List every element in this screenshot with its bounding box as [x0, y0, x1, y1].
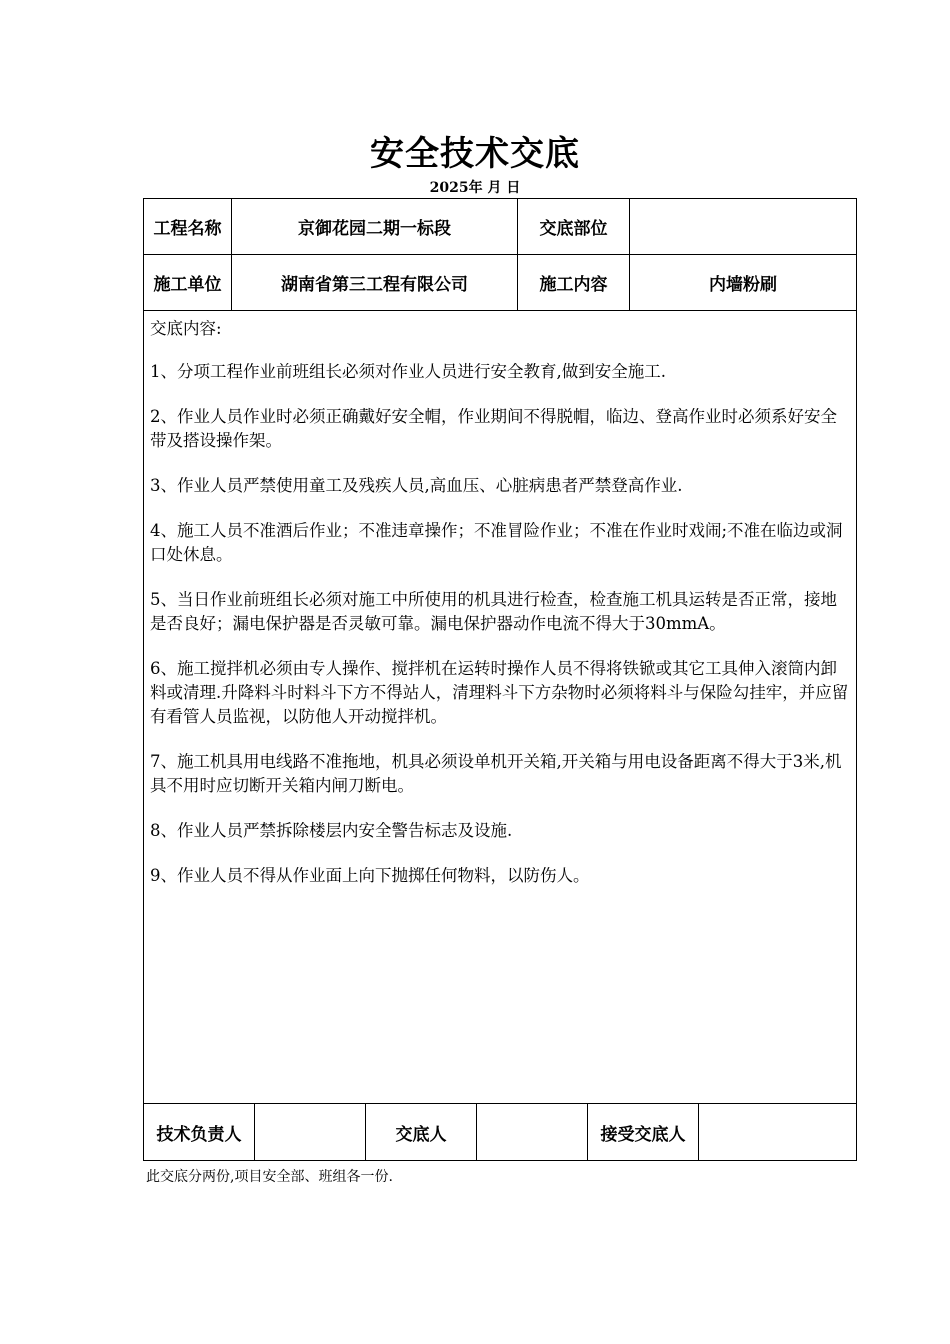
header-row-project: [144, 199, 856, 255]
header-row-contractor: [144, 255, 856, 311]
work-content-label: 施工内容: [518, 255, 630, 310]
disclosure-location-label: 交底部位: [518, 199, 630, 254]
document-date: 2025年 月 日: [429, 180, 521, 196]
disclosure-location-value: [630, 199, 856, 254]
content-item: 9、作业人员不得从作业面上向下抛掷任何物料，以防伤人。: [150, 866, 590, 885]
content-item: 5、当日作业前班组长必须对施工中所使用的机具进行检查，检查施工机具运转是否正常，接地是否良好；漏电保护器是否灵敏可靠。漏电保护器动作电流不得大于30mmA。: [150, 590, 837, 633]
content-heading: 交底内容:: [150, 319, 222, 338]
footer-note: 此交底分两份,项目安全部、班组各一份.: [146, 1169, 393, 1185]
content-item: 7、施工机具用电线路不准拖地，机具必须设单机开关箱,开关箱与用电设备距离不得大于3米,机具不用时应切断开关箱内闸刀断电。: [150, 752, 842, 795]
presenter-label: 交底人: [366, 1104, 477, 1160]
disclosure-content: [144, 311, 856, 1103]
content-item: 6、施工搅拌机必须由专人操作、搅拌机在运转时操作人员不得将铁锨或其它工具伸入滚筒内卸料或清理.升降料斗时料斗下方不得站人，清理料斗下方杂物时必须将料斗与保险勾挂牢，并应留有看管人员监视，以防他人开动搅拌机。: [150, 659, 849, 726]
contractor-label: 施工单位: [144, 255, 232, 310]
work-content-value: 内墙粉刷: [709, 275, 777, 295]
content-item: 3、作业人员严禁使用童工及残疾人员,高血压、心脏病患者严禁登高作业.: [150, 476, 683, 495]
document-title: 安全技术交底: [370, 134, 580, 174]
presenter-signature-field[interactable]: [477, 1104, 588, 1160]
receiver-signature-field[interactable]: [699, 1104, 856, 1160]
content-item: 1、分项工程作业前班组长必须对作业人员进行安全教育,做到安全施工.: [150, 362, 666, 381]
content-item: 2、作业人员作业时必须正确戴好安全帽，作业期间不得脱帽，临边、登高作业时必须系好安全带及搭设操作架。: [150, 407, 837, 450]
content-item: 8、作业人员严禁拆除楼层内安全警告标志及设施.: [150, 821, 513, 840]
disclosure-form: [143, 198, 857, 1161]
project-name-value: 京御花园二期一标段: [232, 199, 518, 254]
tech-lead-label: 技术负责人: [144, 1104, 255, 1160]
contractor-value: 湖南省第三工程有限公司: [232, 255, 518, 310]
signature-row: [144, 1103, 856, 1160]
project-name-label: 工程名称: [144, 199, 232, 254]
receiver-label: 接受交底人: [588, 1104, 699, 1160]
tech-lead-signature-field[interactable]: [255, 1104, 366, 1160]
content-item: 4、施工人员不准酒后作业；不准违章操作；不准冒险作业；不准在作业时戏闹;不准在临边或洞口处休息。: [150, 521, 843, 564]
